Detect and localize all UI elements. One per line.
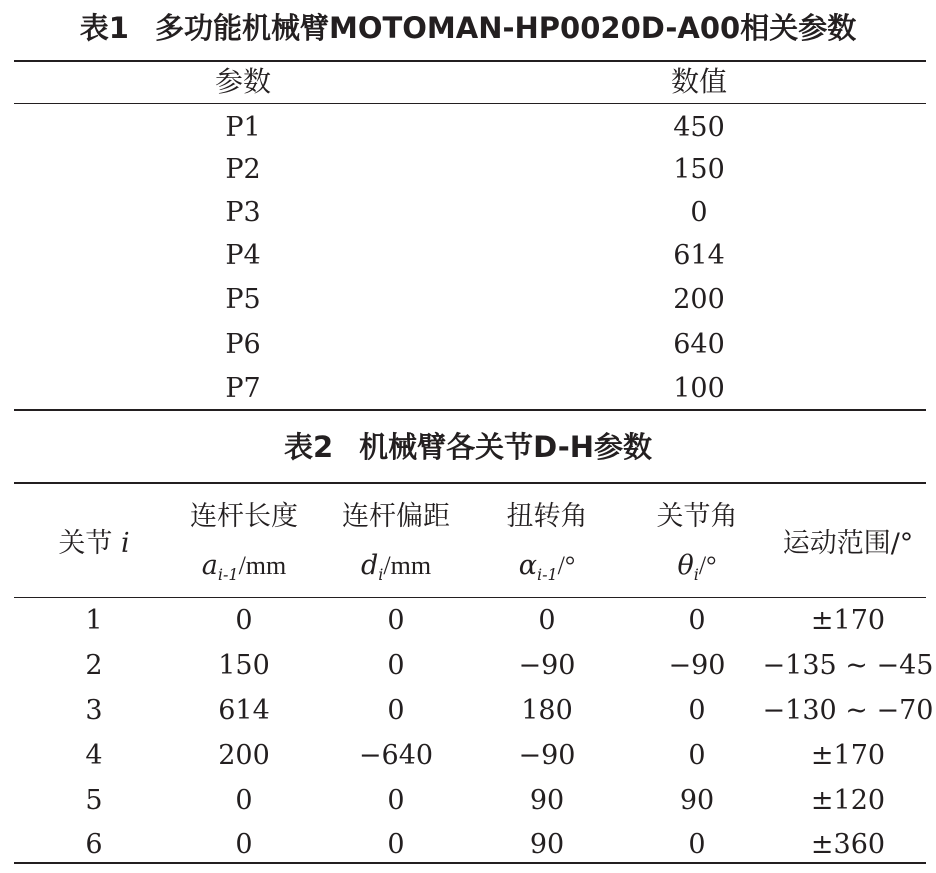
- table1-cell: 640: [673, 329, 725, 360]
- table2-header-joint: 关节 i: [58, 528, 130, 559]
- table1-top-rule: [14, 60, 926, 62]
- table2-title: 机械臂各关节D-H参数: [359, 430, 653, 464]
- table1-cell: 100: [673, 373, 725, 404]
- table1-cell: P6: [225, 329, 261, 360]
- table1-cell: 614: [673, 240, 725, 271]
- table2-cell: ±170: [810, 605, 886, 636]
- table2-cell: 90: [529, 829, 565, 860]
- table2-cell: 3: [85, 695, 103, 726]
- table2-cell: 150: [218, 650, 270, 681]
- table1-title: 多功能机械臂MOTOMAN-HP0020D-A00相关参数: [154, 11, 857, 45]
- table2-header-joint-angle-symbol: $\theta_i/^\circ$: [677, 550, 717, 584]
- table2-header-twist-angle-symbol: $\alpha_{i-1}/^\circ$: [518, 550, 576, 584]
- table2-cell: 200: [218, 740, 270, 771]
- table2-cell: 0: [387, 785, 405, 816]
- table2-header-link-offset: 连杆偏距: [342, 501, 450, 532]
- table2-cell: 1: [85, 605, 103, 636]
- table2-bottom-rule: [14, 862, 926, 864]
- table2-cell: −135 ~ −45: [762, 650, 934, 681]
- table2-cell: 0: [688, 829, 706, 860]
- table2-cell: 6: [85, 829, 103, 860]
- table2-cell: 2: [85, 650, 103, 681]
- table2-cell: 4: [85, 740, 103, 771]
- table2-cell: 0: [538, 605, 556, 636]
- table2-header-link-length-symbol: $a_{i-1}/mm$: [201, 550, 287, 584]
- table2-cell: ±360: [810, 829, 886, 860]
- table1-cell: P4: [225, 240, 261, 271]
- table2-cell: −130 ~ −70: [762, 695, 934, 726]
- table1-cell: 0: [690, 197, 708, 228]
- table2-top-rule: [14, 482, 926, 484]
- table1-cell: P1: [225, 112, 261, 143]
- table1-cell: P7: [225, 373, 261, 404]
- table2-cell: 614: [218, 695, 270, 726]
- table2-cell: 0: [688, 605, 706, 636]
- table1-cell: 150: [673, 154, 725, 185]
- table2-cell: 90: [529, 785, 565, 816]
- table1-number: 表1: [79, 11, 129, 45]
- table2-cell: 0: [688, 740, 706, 771]
- table2-header-joint-angle: 关节角: [656, 501, 738, 532]
- table1-caption: [0, 6, 936, 47]
- table2-cell: 0: [235, 785, 253, 816]
- table1-cell: 200: [673, 284, 725, 315]
- table2-header-range: 运动范围/°: [782, 528, 914, 559]
- table1-header-param: 参数: [214, 65, 272, 98]
- table2-cell: −640: [358, 740, 434, 771]
- table2-cell: 0: [387, 650, 405, 681]
- table1-cell: P5: [225, 284, 261, 315]
- table2-header-link-length: 连杆长度: [190, 501, 298, 532]
- table1-cell: 450: [673, 112, 725, 143]
- table2-cell: 0: [235, 605, 253, 636]
- table2-number: 表2: [283, 430, 334, 464]
- table2-cell: 0: [387, 605, 405, 636]
- table2-cell: 0: [688, 695, 706, 726]
- table2-cell: 0: [387, 695, 405, 726]
- table2-cell: −90: [518, 740, 576, 771]
- table1-cell: P2: [225, 154, 261, 185]
- table2-cell: ±170: [810, 740, 886, 771]
- table2-header-twist-angle: 扭转角: [506, 501, 588, 532]
- table2-cell: 180: [521, 695, 573, 726]
- table1-header-value: 数值: [670, 65, 728, 98]
- table2-cell: −90: [518, 650, 576, 681]
- table2-cell: 5: [85, 785, 103, 816]
- table2-cell: 0: [387, 829, 405, 860]
- table2-cell: 0: [235, 829, 253, 860]
- table2-caption: [0, 425, 936, 466]
- table1-cell: P3: [225, 197, 261, 228]
- table2-cell: −90: [668, 650, 726, 681]
- table2-cell: 90: [679, 785, 715, 816]
- table2-header-rule: [14, 597, 926, 598]
- table1-bottom-rule: [14, 409, 926, 411]
- table1-header-rule: [14, 103, 926, 104]
- table2-cell: ±120: [810, 785, 886, 816]
- table2-header-link-offset-symbol: $d_i/mm$: [360, 550, 432, 584]
